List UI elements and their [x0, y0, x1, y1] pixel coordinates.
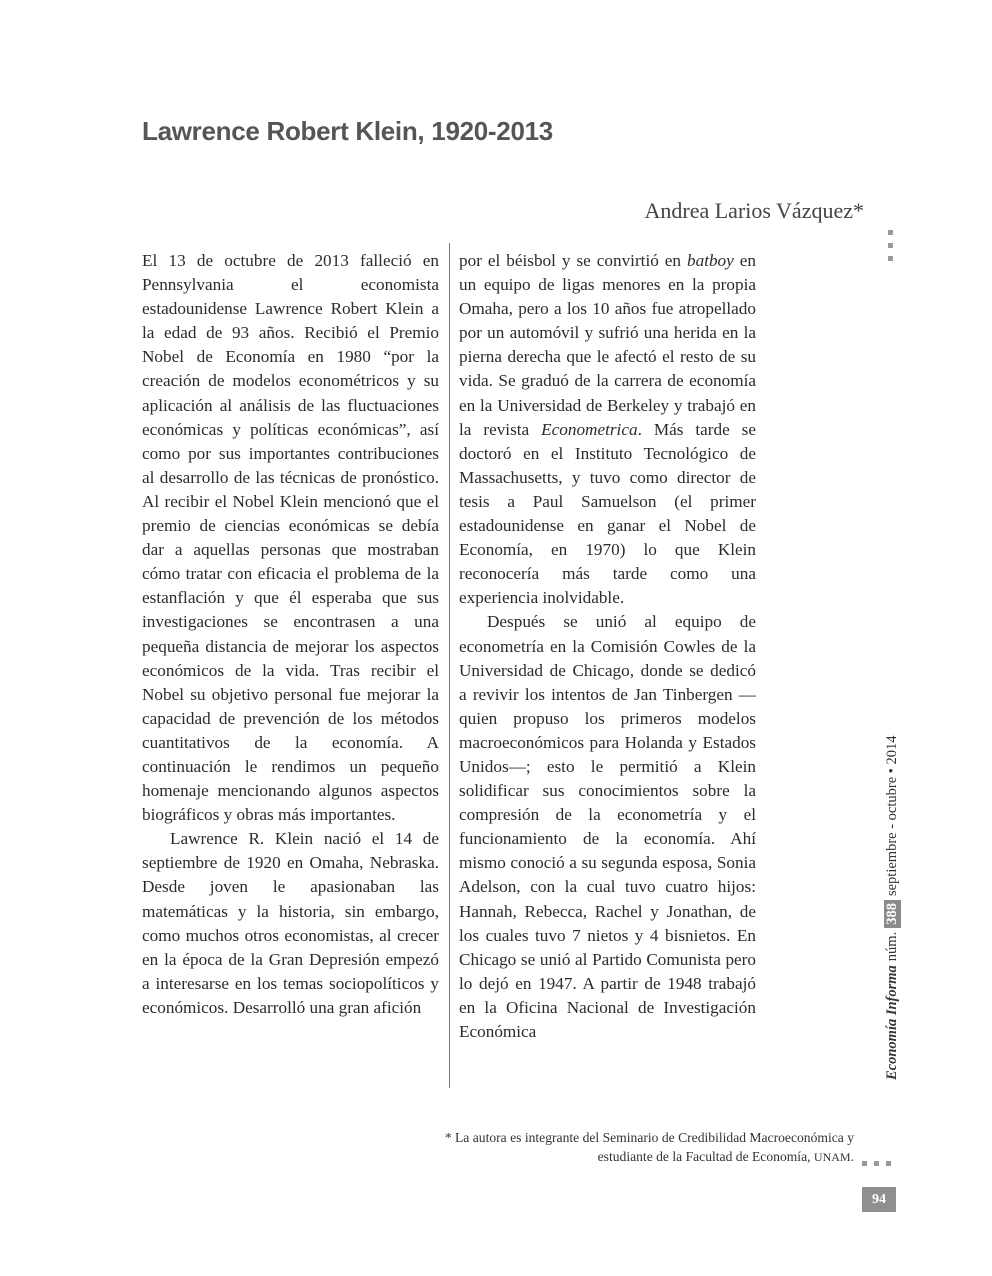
issue-number: 388 [884, 900, 901, 928]
text-column-left [142, 249, 439, 1020]
article-author: Andrea Larios Vázquez* [644, 198, 864, 223]
paragraph: Después se unió al equipo de econometría en la Comisión Cowles de la Universidad de Chicago, donde se dedicó a revivir los intentos de Jan Tinbergen —quien propuso los primeros modelos macroeconómicos para Holanda y Estados Unidos—; esto le permitió a Klein solidificar sus conocimientos sobre la compresión de la econometría y el funcionamiento de la economía. Ahí mismo conoció a su segunda esposa, Sonia Adelson, con la cual tuvo cuatro hijos: Hannah, Rebecca, Rachel y Jonathan, de los cuales tuvo 7 nietos y 4 bisnietos. En Chicago se unió al Partido Comunista pero lo dejó en 1947. A partir de 1948 trabajó en la Oficina Nacional de Investigación Económica [459, 612, 756, 1041]
italic-term: batboy [687, 251, 734, 270]
paragraph: por el béisbol y se convirtió en batboy en un equipo de ligas menores en la propia Omaha, pero a los 10 años fue atropellado por un automóvil y sufrió una herida en la pierna derecha que le afectó el resto de su vida. Se graduó de la carrera de economía en la Universidad de Berkeley y trabajó en la revista Econometrica. Más tarde se doctoró en el Instituto Tecnológico de Massachusetts, y tuvo como director de tesis a Paul Samuelson (el primer estadounidense en ganar el Nobel de Economía, en 1970) lo que Klein reconocería más tarde como una experiencia inolvidable. [459, 251, 756, 608]
page-number: 94 [862, 1187, 896, 1212]
decorative-dots-horizontal [862, 1153, 898, 1171]
article-title: Lawrence Robert Klein, 1920-2013 [142, 116, 553, 146]
paragraph: El 13 de octubre de 2013 falleció en Pennsylvania el economista estadounidense Lawrence Robert Klein a la edad de 93 años. Recibió el Premio Nobel de Economía en 1980 “por la creación de modelos econométricos y su aplicación al análisis de las fluctuaciones económicas y políticas económicas”, así como por sus importantes contribuciones al desarrollo de las técnicas de pronóstico. Al recibir el Nobel Klein mencionó que el premio de ciencias económicas se debía dar a aquellas personas que mostraban cómo tratar con eficacia el problema de la estanflación y que él esperaba que sus investigaciones se encontrasen a una pequeña distancia de mejorar los aspectos económicos de la vida. Tras recibir el Nobel su objetivo personal fue mejorar la capacidad de prevención de los métodos cuantitativos de la economía. A continuación le rendimos un pequeño homenaje mencionando algunos aspectos biográficos y obras más importantes. [142, 251, 439, 825]
journal-sidebar [884, 735, 904, 1100]
issue-label: núm. [884, 931, 900, 962]
footnote-line: estudiante de la Facultad de Economía, UNAM. [597, 1149, 854, 1164]
footnote [334, 1128, 854, 1167]
decorative-dots-vertical [888, 230, 894, 269]
column-divider [449, 243, 450, 1088]
text-column-right [459, 249, 756, 1044]
journal-name: Econometrica [541, 419, 638, 439]
journal-title: Economía Informa [884, 965, 900, 1080]
footnote-line: * La autora es integrante del Seminario de Credibilidad Macroeconómica y [444, 1130, 854, 1145]
paragraph: Lawrence R. Klein nació el 14 de septiembre de 1920 en Omaha, Nebraska. Desde joven le apasionaban las matemáticas y la historia, sin embargo, como muchos otros economistas, al crecer en la época de la Gran Depresión empezó a interesarse en los temas sociopolíticos y económicos. Desarrolló una gran afición [142, 829, 439, 1017]
issue-period: septiembre - octubre • 2014 [884, 735, 900, 897]
